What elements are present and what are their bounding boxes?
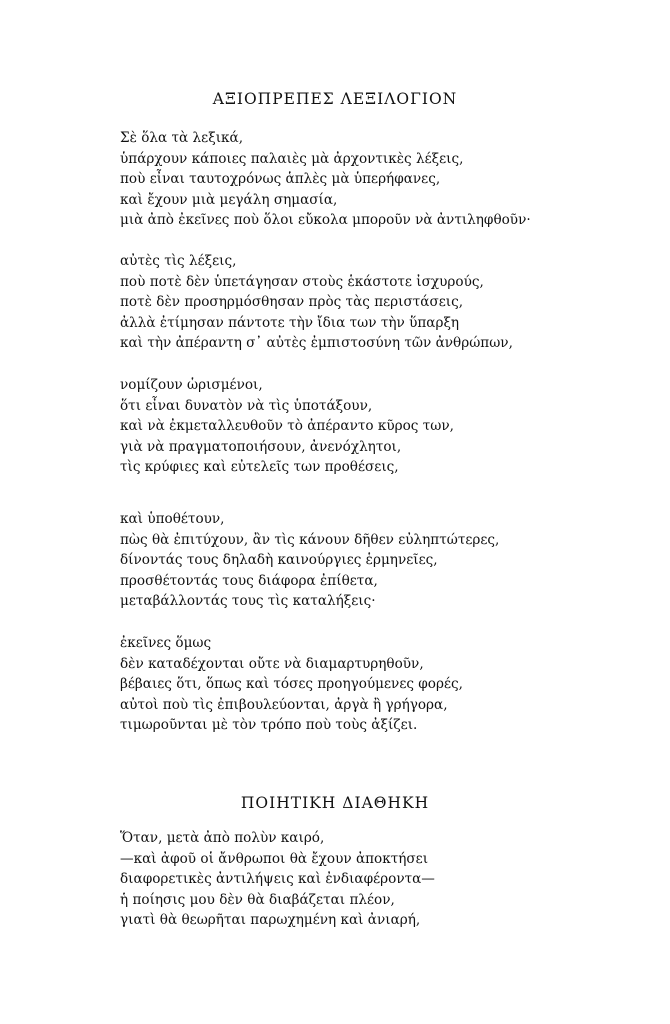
verse-line: ποὺ ποτὲ δὲν ὑπετάγησαν στοὺς ἑκάστοτε ἰσχυρούς, xyxy=(120,273,484,290)
verse-line: νομίζουν ὡρισμένοι, xyxy=(120,377,263,393)
verse-line: γιὰ νὰ πραγματοποιήσουν, ἀνενόχλητοι, xyxy=(120,438,402,455)
verse-line: δίνοντάς τους δηλαδὴ καινούργιες ἑρμηνεῖες, xyxy=(120,552,438,568)
verse-line: πὼς θὰ ἐπιτύχουν, ἂν τὶς κάνουν δῆθεν εὐληπτώτερες, xyxy=(120,531,500,548)
verse-line: αὐτοὶ ποὺ τὶς ἐπιβουλεύονται, ἀργὰ ἢ γρήγορα, xyxy=(120,696,448,713)
stanza xyxy=(120,509,650,612)
verse-line: τιμωροῦνται μὲ τὸν τρόπο ποὺ τοὺς ἀξίζει. xyxy=(120,717,418,733)
stanza xyxy=(120,633,650,736)
verse-line: διαφορετικὲς ἀντιλήψεις καὶ ἐνδιαφέροντα— xyxy=(120,871,435,887)
verse-line: καὶ ὑποθέτουν, xyxy=(120,511,225,527)
verse-line: ὑπάρχουν κάποιες παλαιὲς μὰ ἀρχοντικὲς λέξεις, xyxy=(120,150,464,167)
poem-title: ΠΟΙΗΤΙΚΗ ΔΙΑΘΗΚΗ xyxy=(240,794,430,812)
verse-line: αὐτὲς τὶς λέξεις, xyxy=(120,253,237,269)
verse-line: τὶς κρύφιες καὶ εὐτελεῖς των προθέσεις, xyxy=(120,459,399,475)
verse-line: γιατὶ θὰ θεωρῆται παρωχημένη καὶ ἀνιαρή, xyxy=(120,912,421,928)
verse-line: καὶ ἔχουν μιὰ μεγάλη σημασία, xyxy=(120,191,338,208)
verse-line: βέβαιες ὅτι, ὅπως καὶ τόσες προηγούμενες φορές, xyxy=(120,676,463,692)
verse-line: ποὺ εἶναι ταυτοχρόνως ἁπλὲς μὰ ὑπερήφανες, xyxy=(120,171,441,187)
verse-line: μεταβάλλοντάς τους τὶς καταλήξεις· xyxy=(120,593,376,609)
verse-line: —καὶ ἀφοῦ οἱ ἄνθρωποι θὰ ἔχουν ἀποκτήσει xyxy=(120,850,429,867)
verse-line: ποτὲ δὲν προσηρμόσθησαν πρὸς τὰς περιστάσεις, xyxy=(120,294,464,310)
stanza xyxy=(120,828,650,931)
poem-title: ΑΞΙΟΠΡΕΠΕΣ ΛΕΞΙΛΟΓΙΟΝ xyxy=(212,90,458,108)
stanza xyxy=(120,375,650,478)
verse-line: προσθέτοντάς τους διάφορα ἐπίθετα, xyxy=(120,572,378,589)
verse-line: δὲν καταδέχονται οὔτε νὰ διαμαρτυρηθοῦν, xyxy=(120,655,424,672)
stanza xyxy=(120,251,650,354)
verse-line: ἀλλὰ ἐτίμησαν πάντοτε τὴν ἴδια των τὴν ὕπαρξη xyxy=(120,314,460,331)
verse-line: ἡ ποίησις μου δὲν θὰ διαβάζεται πλέον, xyxy=(120,891,395,908)
verse-line: Ὅταν, μετὰ ἀπὸ πολὺν καιρό, xyxy=(120,830,325,846)
stanza xyxy=(120,128,650,231)
verse-line: ὅτι εἶναι δυνατὸν νὰ τὶς ὑποτάξουν, xyxy=(120,397,373,414)
verse-line: μιὰ ἀπὸ ἐκεῖνες ποὺ ὅλοι εὔκολα μποροῦν νὰ ἀντιληφθοῦν· xyxy=(120,212,531,228)
verse-line: Σὲ ὅλα τὰ λεξικά, xyxy=(120,130,244,146)
verse-line: καὶ νὰ ἐκμεταλλευθοῦν τὸ ἀπέραντο κῦρος των, xyxy=(120,418,454,434)
verse-line: καὶ τὴν ἀπέραντη σ᾽ αὐτὲς ἐμπιστοσύνη τῶν ἀνθρώπων, xyxy=(120,335,513,351)
verse-line: ἐκεῖνες ὅμως xyxy=(120,635,212,651)
